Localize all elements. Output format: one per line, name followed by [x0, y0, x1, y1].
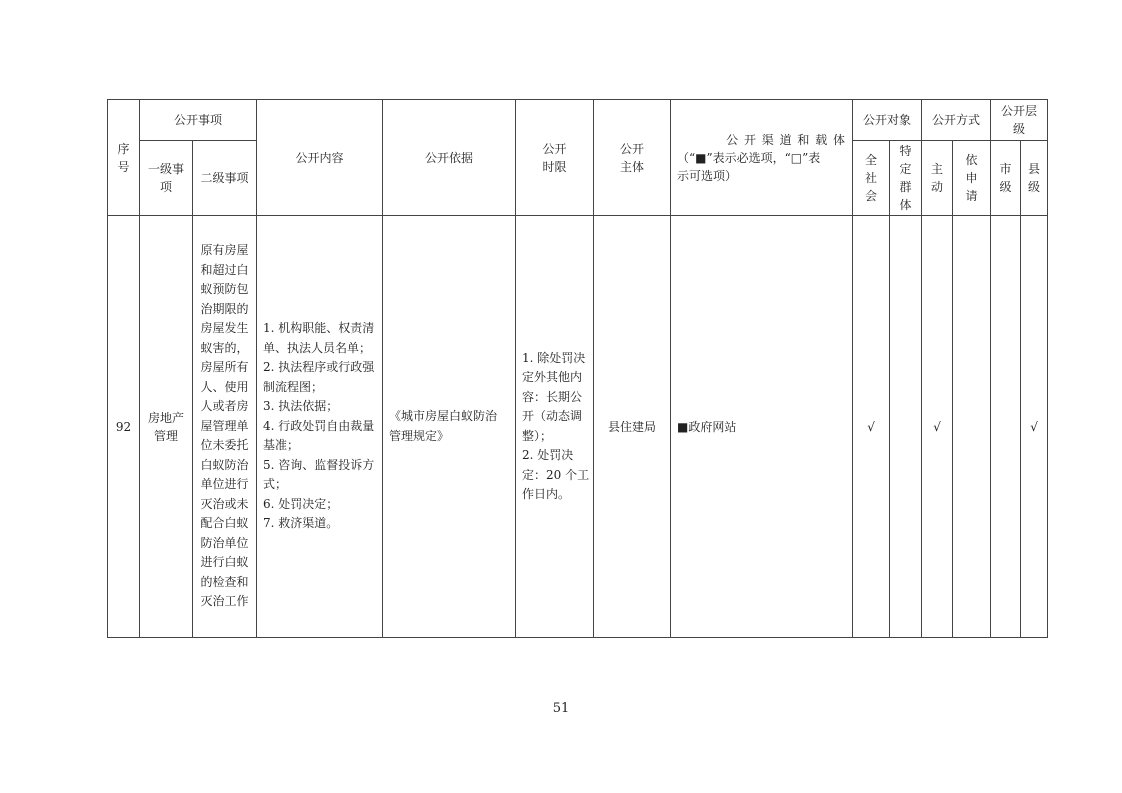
row-level-city	[991, 216, 1021, 638]
row-channel: ■政府网站	[671, 216, 853, 638]
channel-line: 公 开 渠 道 和 载 体	[726, 132, 847, 147]
header-level1: 一级事项	[140, 141, 193, 216]
header-level-county: 县级	[1021, 141, 1048, 216]
row-method-active: √	[922, 216, 953, 638]
table-row	[108, 216, 1048, 638]
header-audience: 公开对象	[853, 100, 922, 141]
header-subject: 公开主体	[594, 100, 671, 216]
page-number: 51	[552, 701, 570, 716]
header-aud-all: 全社会	[853, 141, 890, 216]
header-channel	[671, 100, 853, 216]
row-method-apply	[953, 216, 991, 638]
disclosure-table	[107, 99, 1048, 638]
row-seq: 92	[108, 216, 140, 638]
row-content: 1. 机构职能、权责清 单、执法人员名单； 2. 执法程序或行政强 制流程图； 3. 执法依据； 4. 行政处罚自由裁量 基准； 5. 咨询、监督投诉方 式； 6. 处罚决定； 7. 救济渠道。	[257, 216, 383, 638]
header-matter: 公开事项	[140, 100, 257, 141]
header-time-limit: 公开时限	[516, 100, 594, 216]
row-level2: 原有房屋 和超过白 蚁预防包 治期限的 房屋发生 蚁害的， 房屋所有 人、使用 人或者房 屋管理单 位未委托 白蚁防治 单位进行 灭治或未 配合白蚁 防治单位 进行白蚁 的检查和 灭治工作	[193, 216, 257, 638]
header-method-active: 主动	[922, 141, 953, 216]
header-seq: 序号	[108, 100, 140, 216]
header-basis: 公开依据	[383, 100, 516, 216]
header-method: 公开方式	[922, 100, 991, 141]
row-time-limit: 1. 除处罚决 定外其他内 容：长期公 开（动态调 整）； 2. 处罚决 定：20 个工 作日内。	[516, 216, 594, 638]
channel-line: 示可选项）	[677, 168, 738, 183]
header-content: 公开内容	[257, 100, 383, 216]
header-level2: 二级事项	[193, 141, 257, 216]
header-method-apply: 依申请	[953, 141, 991, 216]
header-level-city: 市级	[991, 141, 1021, 216]
header-level: 公开层级	[991, 100, 1048, 141]
channel-line: （“■”表示必选项，“□”表	[677, 150, 821, 165]
row-aud-specific	[890, 216, 922, 638]
header-aud-specific: 特定群体	[890, 141, 922, 216]
row-level1: 房地产 管理	[140, 216, 193, 638]
row-basis: 《城市房屋白蚁防治 管理规定》	[383, 216, 516, 638]
row-aud-all: √	[853, 216, 890, 638]
row-level-county: √	[1021, 216, 1048, 638]
row-subject: 县住建局	[594, 216, 671, 638]
